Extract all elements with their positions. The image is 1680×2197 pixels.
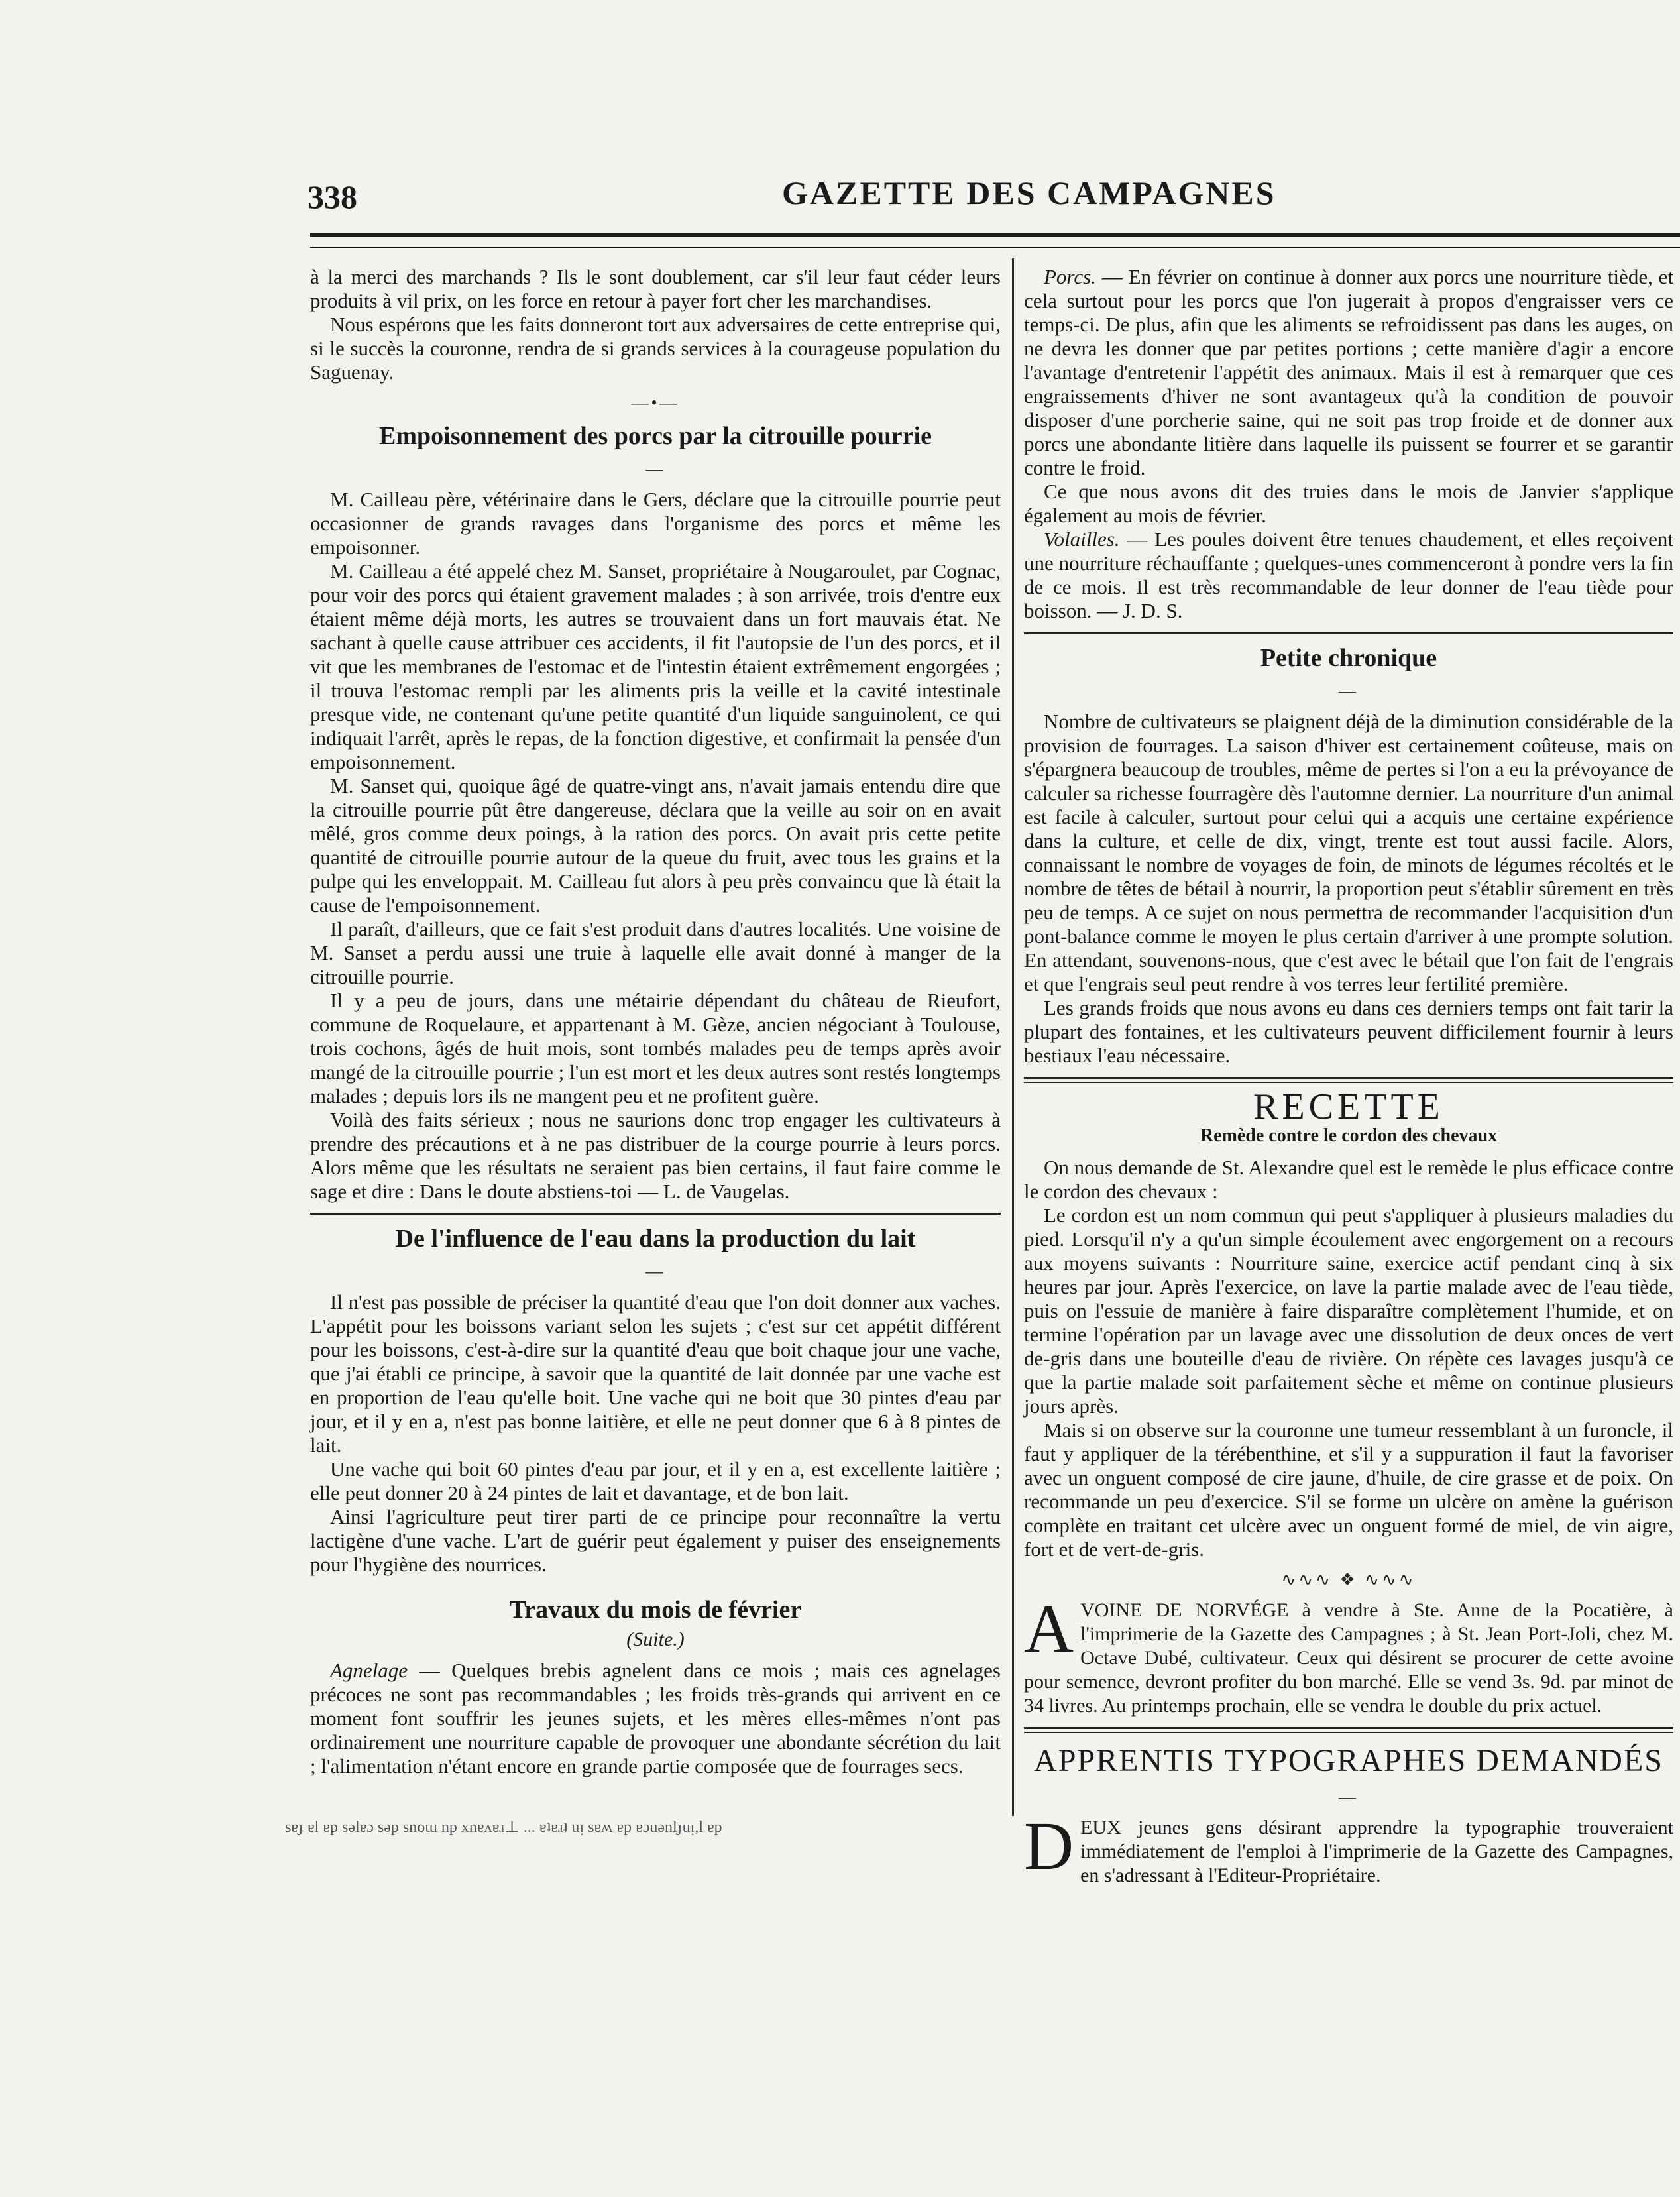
- paragraph: Les grands froids que nous avons eu dans ces derniers temps ont fait tarir la plupart des fontaines, et les cultivateurs peuvent difficilement fournir à leurs bestiaux l'eau nécessaire.: [1024, 996, 1673, 1067]
- paragraph: M. Cailleau a été appelé chez M. Sanset, propriétaire à Nougaroulet, par Cognac, pour voir des porcs qui étaient gravement malades ; à son arrivée, trois d'entre eux étaient même déjà morts, les autres se trouvaient dans un fort mauvais état. Ne sachant à quelle cause attribuer ces accidents, il fit l'autopsie de l'un des porcs, et il vit que les membranes de l'estomac et de l'intestin étaient extrêmement engorgées ; il trouva l'estomac rempli par les aliments pris la veille et la cavité intestinale presque vide, ne contenant qu'une petite quantité d'un liquide sanguinolent, ce qui indiquait l'arrêt, après le repas, de la fonction digestive, et confirmait la pensée d'un empoisonnement.: [310, 559, 1001, 773]
- ornament-divider: ∿∿∿ ❖ ∿∿∿: [1281, 1570, 1416, 1589]
- paragraph: Une vache qui boit 60 pintes d'eau par jour, et il y en a, est excellente laitière ; elle peut donner 20 à 24 pintes de lait et davantage, et de bon lait.: [310, 1457, 1001, 1504]
- paragraph: Voilà des faits sérieux ; nous ne saurions donc trop engager les cultivateurs à prendre des précautions et à ne pas distribuer de la courge pourrie à leurs porcs. Alors même que les résultats ne seraient pas bien certains, il faut faire comme le sage et dire : Dans le doute abstiens-toi — L. de Vaugelas.: [310, 1108, 1001, 1203]
- masthead-title: GAZETTE DES CAMPAGNES: [782, 174, 1276, 211]
- article-title-citrouille: Empoisonnement des porcs par la citrouille pourrie: [379, 422, 932, 450]
- drop-cap: A: [1024, 1591, 1074, 1667]
- right-column: [1024, 265, 1673, 1887]
- ornament-divider: —•—: [631, 393, 680, 412]
- run-in-heading: Porcs.: [1044, 265, 1096, 288]
- paragraph-porcs: [1024, 265, 1673, 480]
- paragraph: Il y a peu de jours, dans une métairie dépendant du château de Rieufort, commune de Roquelaure, et appartenant à M. Gèze, ancien négociant à Toulouse, trois cochons, âgés de huit mois, sont tombés malades peu de temps après avoir mangé de la citrouille pourrie ; l'un est mort et les deux autres sont restés longtemps malades ; depuis lors ils ne mangent peu et ne profitent guère.: [310, 989, 1001, 1107]
- paragraph: Ainsi l'agriculture peut tirer parti de ce principe pour reconnaître la vertu lactigène d'une vache. L'art de guérir peut également y puiser des enseignements pour l'hygiène des nourrices.: [310, 1505, 1001, 1576]
- paragraph-agnelage: [310, 1659, 1001, 1778]
- page-number: 338: [308, 178, 357, 215]
- ad-title-apprentis: APPRENTIS TYPOGRAPHES DEMANDÉS: [1034, 1743, 1663, 1778]
- ad-text: VOINE DE NORVÉGE à vendre à Ste. Anne de la Pocatière, à l'imprimerie de la Gazette des Campagnes ; à St. Jean Port-Joli, chez M. Octave Dubé, cultivateur. Ceux qui désirent se procurer de cette avoine pour semence, devront profiter du bon marché. Elle se vend 3s. 9d. par minot de 34 livres. Au printemps prochain, elle se vendra le double du prix actuel.: [1024, 1599, 1673, 1717]
- paragraph: Le cordon est un nom commun qui peut s'appliquer à plusieurs maladies du pied. Lorsqu'il n'y a qu'un simple écoulement avec engorgement on a recours aux moyens suivants : Nourriture saine, exercice actif pendant cinq à six heures par jour. Après l'exercice, on lave la partie malade avec de l'eau tiède, puis on l'essuie de manière à faire disparaître complètement l'humide, et on termine l'opération par un lavage avec une dissolution de deux onces de vert de-gris dans une bouteille d'eau de rivière. On répète ces lavages jusqu'à ce que la partie malade soit parfaitement sèche et même on continue plusieurs jours après.: [1024, 1204, 1673, 1418]
- section-rule: [1024, 632, 1673, 634]
- suite-label: (Suite.): [626, 1628, 685, 1650]
- run-in-heading: Agnelage: [330, 1659, 408, 1682]
- continued-paragraph: à la merci des marchands ? Ils le sont doublement, car s'il leur faut céder leurs produits à vil prix, on les force en retour à payer fort cher les marchandises.: [310, 265, 1001, 312]
- short-rule: —: [1339, 681, 1359, 701]
- header-rule: [310, 233, 1680, 237]
- left-column: [310, 265, 1001, 1778]
- paragraph: Nombre de cultivateurs se plaignent déjà de la diminution considérable de la provision de fourrages. La saison d'hiver est certainement coûteuse, mais on s'épargnera beaucoup de troubles, même de pertes si l'on a eu la prévoyance de calculer sa richesse fourragère dès l'automne dernier. La nourriture d'un animal est facile à calculer, surtout pour celui qui a acquis une certaine expérience dans la culture, et celle de dix, vingt, trente est tout aussi facile. Alors, connaissant le nombre de voyages de foin, de minots de légumes récoltés et le nombre de têtes de bétail à nourrir, la proportion peut s'établir sûrement en très peu de temps. A ce sujet on nous permettra de recommander l'acquisition d'un pont-balance comme le moyen le plus certain d'arriver à une prompte solution. En attendant, souvenons-nous, que c'est avec le bétail que l'on fait de l'engrais et que l'engrais seul peut rendre à vos terres leur fertilité première.: [1024, 710, 1673, 995]
- column-divider: [1012, 258, 1014, 1816]
- short-rule: —: [645, 1262, 665, 1281]
- paragraph: Ce que nous avons dit des truies dans le mois de Janvier s'applique également au mois de février.: [1024, 480, 1673, 527]
- advertisement-avoine: [1024, 1591, 1673, 1718]
- article-title-eau-lait: De l'influence de l'eau dans la production du lait: [395, 1225, 916, 1253]
- paragraph: M. Cailleau père, vétérinaire dans le Gers, déclare que la citrouille pourrie peut occasionner de grands ravages dans l'organisme des porcs et même les empoisonner.: [310, 488, 1001, 559]
- article-title-travaux: Travaux du mois de février: [509, 1596, 802, 1624]
- paragraph-volailles: [1024, 528, 1673, 623]
- section-title-chronique: Petite chronique: [1260, 644, 1437, 672]
- short-rule: —: [1339, 1787, 1359, 1807]
- show-through-text: sɐɟ ɐl ɐp sǝlɐɔ səp snoɯ np xnɐʌɐɹ⊥ ... ɐʇɐɹʇ uᴉ sɐʍ ɐp ɐɔuǝnlɟuᴉ,l ɐp: [285, 1819, 722, 1836]
- paragraph: Il n'est pas possible de préciser la quantité d'eau que l'on doit donner aux vaches. L'appétit pour les boissons variant selon les sujets ; c'est sur cet appétit différent pour les boissons, c'est-à-dire sur la quantité d'eau que boit chaque jour une vache, que j'ai établi ce principe, à savoir que la quantité de lait donnée par une vache est en proportion de l'eau qu'elle boit. Une vache qui ne boit que 30 pintes d'eau par jour, et il y en a, n'est pas bonne laitière, et elle ne peut donner que 6 à 8 pintes de lait.: [310, 1290, 1001, 1457]
- paragraph: M. Sanset qui, quoique âgé de quatre-vingt ans, n'avait jamais entendu dire que la citrouille pourrie pût être dangereuse, déclara que la veille au soir on en avait mêlé, gros comme deux poings, à la ration des porcs. On avait pris cette petite quantité de citrouille pourrie autour de la queue du fruit, avec tous les grains et la pulpe qui les enveloppait. M. Cailleau fut alors à peu près convaincu que là était la cause de l'empoisonnement.: [310, 774, 1001, 917]
- drop-cap: D: [1024, 1808, 1074, 1884]
- recette-subtitle: Remède contre le cordon des chevaux: [1200, 1125, 1498, 1146]
- paragraph-text: — En février on continue à donner aux porcs une nourriture tiède, et cela surtout pour les porcs que l'on jugerait à propos d'engraisser vers ce temps-ci. De plus, afin que les aliments se refroidissent pas dans les auges, on ne devra les donner que par petites portions ; cette manière d'agir a encore l'avantage d'entretenir l'appétit des animaux. Mais il est à remarquer que ces engraissements d'hiver ne sont avantageux qu'à la condition de pouvoir disposer d'une porcherie saine, qui ne soit pas trop froide et de donner aux porcs une abondante litière dans laquelle ils puissent se fourrer et se garantir contre le froid.: [1024, 265, 1673, 479]
- ad-separator: [1024, 1727, 1673, 1733]
- paragraph: Il paraît, d'ailleurs, que ce fait s'est produit dans d'autres localités. Une voisine de M. Sanset a perdu aussi une truie à laquelle elle avait donné à manger de la citrouille pourrie.: [310, 917, 1001, 988]
- paragraph: Nous espérons que les faits donneront tort aux adversaires de cette entreprise qui, si le succès la couronne, rendra de si grands services à la courageuse population du Saguenay.: [310, 313, 1001, 384]
- header-rule-thin: [310, 247, 1680, 248]
- run-in-heading: Volailles.: [1044, 528, 1120, 551]
- section-rule: [310, 1213, 1001, 1215]
- paragraph: Mais si on observe sur la couronne une tumeur ressemblant à un furoncle, il faut y appliquer de la térébenthine, et s'il y a suppuration il faut la favoriser avec un onguent composé de cire jaune, d'huile, de cire grasse et de poix. On recommande un peu d'exercice. S'il se forme un ulcère on amène la guérison complète en traitant cet ulcère avec un onguent formé de miel, de vin aigre, fort et de vert-de-gris.: [1024, 1418, 1673, 1561]
- short-rule: —: [645, 459, 665, 479]
- section-title-recette: RECETTE: [1253, 1086, 1444, 1127]
- ad-text: EUX jeunes gens désirant apprendre la typographie trouveraient immédiatement de l'emploi à l'imprimerie de la Gazette des Campagnes, en s'adressant à l'Editeur-Propriétaire.: [1080, 1817, 1673, 1886]
- section-double-rule: [1024, 1077, 1673, 1083]
- paragraph-text: — Les poules doivent être tenues chaudement, et elles reçoivent une nourriture réchauffante ; quelques-unes commenceront à pondre vers la fin de ce mois. Il est très recommandable de leur donner de l'eau tiède pour boisson. — J. D. S.: [1024, 528, 1673, 622]
- paragraph-text: — Quelques brebis agnelent dans ce mois ; mais ces agnelages précoces ne sont pas recommandables ; les froids très-grands qui arrivent en ce moment font souffrir les jeunes sujets, et les mères elles-mêmes n'ont pas ordinairement une nourriture capable de provoquer une abondante sécrétion du lait ; l'alimentation n'étant encore en grande partie composée que de fourrages secs.: [310, 1659, 1001, 1777]
- paragraph: On nous demande de St. Alexandre quel est le remède le plus efficace contre le cordon des chevaux :: [1024, 1156, 1673, 1203]
